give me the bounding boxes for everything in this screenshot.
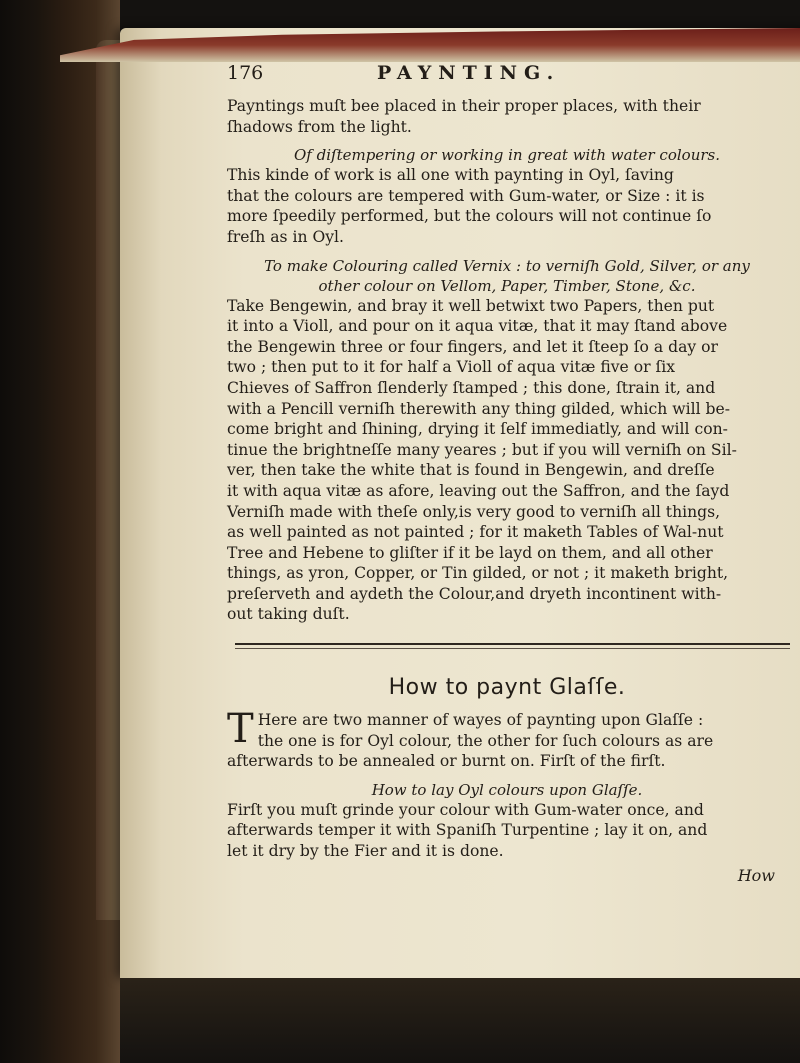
- running-title: PAYNTING.: [377, 62, 561, 84]
- section-divider: [235, 643, 790, 645]
- section-heading: Of diſtempering or working in great with water colours.: [294, 146, 720, 165]
- heading-line: other colour on Vellom, Paper, Timber, Stone, &c.: [318, 276, 696, 295]
- text-line: preſerveth and aydeth the Colour,and dryeth incontinent with-: [227, 584, 722, 603]
- text-line: afterwards to be annealed or burnt on. Firſt of the firſt.: [227, 752, 666, 771]
- text-line: freſh as in Oyl.: [227, 227, 345, 246]
- text-line: the Bengewin three or four fingers, and let it ſteep ſo a day or: [227, 337, 719, 356]
- text-line: ſhadows from the light.: [227, 117, 412, 136]
- section-subheading: How to lay Oyl colours upon Glaſſe.: [371, 780, 643, 799]
- section-paragraph: [227, 800, 787, 862]
- text-line: let it dry by the Fier and it is done.: [227, 842, 504, 861]
- section-paragraph: [227, 165, 787, 247]
- drop-capital: T: [227, 706, 254, 753]
- text-line: that the colours are tempered with Gum-water, or Size : it is: [227, 186, 705, 205]
- text-line: more ſpeedily performed, but the colours will not continue ſo: [227, 207, 712, 226]
- page-bottom-shadow: [120, 978, 800, 1063]
- text-line: Tree and Hebene to gliſter if it be layd on them, and all other: [227, 543, 713, 562]
- text-line: Firſt you muſt grinde your colour with Gum-water once, and: [227, 800, 704, 819]
- text-line: things, as yron, Copper, or Tin gilded, or not ; it maketh bright,: [227, 564, 729, 583]
- text-line: come bright and ſhining, drying it ſelf immediatly, and will con-: [227, 420, 728, 439]
- text-line: Take Bengewin, and bray it well betwixt two Papers, then put: [227, 296, 715, 315]
- intro-paragraph: [227, 96, 787, 137]
- text-line: the one is for Oyl colour, the other for ſuch colours as are: [257, 731, 714, 750]
- text-line: Here are two manner of wayes of paynting upon Glaſſe :: [257, 711, 704, 730]
- text-line: tinue the brightneſſe many yeares ; but if you will verniſh on Sil-: [227, 440, 737, 459]
- text-line: it into a Violl, and pour on it aqua vitæ, that it may ſtand above: [227, 317, 728, 336]
- page-header: [227, 62, 787, 92]
- text-line: as well painted as not painted ; for it maketh Tables of Wal-nut: [227, 523, 724, 542]
- text-line: Verniſh made with theſe only,is very good to verniſh all things,: [227, 502, 721, 521]
- text-line: Chieves of Saffron ſlenderly ſtamped ; this done, ſtrain it, and: [227, 378, 716, 397]
- text-line: it with aqua vitæ as afore, leaving out the Saffron, and the ſayd: [227, 481, 730, 500]
- text-line: with a Pencill verniſh therewith any thing gilded, which will be-: [227, 399, 730, 418]
- text-line: two ; then put to it for half a Violl of aqua vitæ five or ſix: [227, 358, 676, 377]
- page-text: [227, 62, 787, 885]
- section-title: How to paynt Glaſſe.: [388, 675, 626, 701]
- text-line: This kinde of work is all one with paynting in Oyl, ſaving: [227, 166, 674, 185]
- text-line: out taking duſt.: [227, 605, 350, 624]
- catchword: How: [737, 865, 775, 885]
- heading-line: To make Colouring called Vernix : to verniſh Gold, Silver, or any: [264, 256, 750, 275]
- text-line: Payntings muſt bee placed in their proper places, with their: [227, 97, 701, 115]
- text-line: ver, then take the white that is found in Bengewin, and dreſſe: [227, 461, 715, 480]
- text-line: afterwards temper it with Spaniſh Turpentine ; lay it on, and: [227, 821, 708, 840]
- section-paragraph: [227, 706, 787, 772]
- page-number: 176: [227, 62, 264, 84]
- section-heading: [227, 256, 787, 296]
- section-paragraph: [227, 296, 787, 626]
